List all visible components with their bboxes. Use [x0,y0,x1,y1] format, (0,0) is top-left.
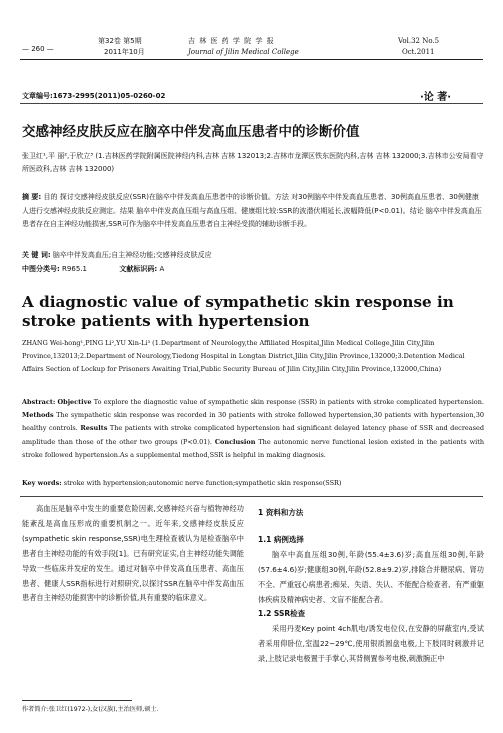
abstract-cn [22,191,484,232]
date-en: Oct.2011 [402,48,435,56]
footnote-rule [22,700,132,701]
abstract-en [22,396,484,462]
authors-cn: 张卫红¹,平 丽²,于欣立³ (1.吉林医药学院附属医院神经内科,吉林 吉林 132013;2.吉林市龙潭区铁东医院内科,吉林 吉林 132000;3.吉林市公安局看守所医政科,吉林 吉林 132000) [22,152,484,173]
keywords-cn-label: 关 键 词: [22,251,51,259]
authors-en: ZHANG Wei-hong¹,PING Li²,YU Xin-Li³ (1.Department of Neurology,the Affiliated Hospital,Jilin Medical College,Jilin City,Jilin Province,132013;2.Department of Neurology,Tiedong Hospital in Longtan District,Jilin City,Jilin Province,132000;3.Detention Medical Affairs Section of Lockup for Prisoners Awaiting Trial,Public Security Bureau of Jilin City,Jilin City,Jilin Province,132000,China) [22,339,465,373]
keywords-en-text: stroke with hypertension;autonomic nerve function;sympathetic skin response(SSR) [63,479,342,487]
paragraph-ssr-exam: 采用丹麦Key point 4ch肌电/诱发电位仪,在安静的屏蔽室内,受试者采用仰卧位,室温22~29℃,使用银质圆盘电极,上下肢同时刺激并记录,上肢记录电极置于手掌心,其背侧置参考电极,刺激腕正中 [258,624,484,664]
page-number: — 260 — [22,45,54,53]
classification [22,264,164,274]
body-right-column [258,502,484,667]
paragraph-case-selection: 脑卒中高血压组30例,年龄(55.4±3.6)岁;高血压组30例,年龄(57.6±4.6)岁;健康组30例,年龄(52.8±9.2)岁,排除合并糖尿病、肾功不全、严重冠心病患者;痴呆、失语、失认、不能配合检查者、有严重躯体疾病及精神病史者、文盲不能配合者。 [258,549,484,604]
methods-label: Methods [22,411,54,420]
article-number: 文章编号:1673-2995(2011)05-0260-02 [22,92,166,100]
subsection-case-selection: 1.1 病例选择 [258,534,304,544]
abstract-rule [20,496,483,497]
clc-label: 中图分类号: [22,265,60,273]
author-footnote: 作者简介:张卫红(1972-),女(汉族),主治医师,硕士. [22,706,159,713]
results-label: Results [80,424,108,433]
date-cn: 2011年10月 [104,48,145,56]
title-cn: 交感神经皮肤反应在脑卒中伴发高血压患者中的诊断价值 [22,124,360,140]
conclusion-text: The autonomic nerve functional lesion existed in the patients with stroke followed hypertension.As a supplemental method,SSR is helpful in making diagnosis. [22,437,485,459]
volume-issue-en: Vol.32 No.5 [398,37,440,45]
doc-code-label: 文献标识码: [119,265,158,273]
methods-text: The sympathetic skin response was recorded in 30 patients with stroke followed hypertension,30 patients with hypertension,30 healthy controls. [22,411,484,433]
keywords-en [22,479,484,488]
volume-issue-cn: 第32卷 第5期 [98,37,142,45]
body-left-column: 高血压是脑卒中发生的重要危险因素,交感神经兴奋与植物神经功能紊乱是高血压形成的重要机制之一。近年来,交感神经皮肤反应(sympathetic skin response,SSR)电生理检查被认为是检查脑卒中患者自主神经功能的有效手段[1]。已有研究证实,自主神经功能失调能导致一些临床并发症的发生。通过对脑卒中伴发高血压患者、高血压患者、健康人SSR指标进行对照研究,以探讨SSR在脑卒中伴发高血压患者自主神经功能损害中的诊断价值,具有重要的临床意义。 [22,504,244,603]
journal-name-cn: 吉 林 医 药 学 院 学 报 [188,37,275,45]
objective-text: To explore the diagnostic value of sympathetic skin response (SSR) in patients with stroke complicated hypertension. [93,398,484,406]
section-heading-materials-methods: 1 资料和方法 [258,508,304,517]
abstract-en-label: Abstract: [22,398,56,406]
abstract-cn-text: 目的 探讨交感神经皮肤反应(SSR)在脑卒中伴发高血压患者中的诊断价值。方法 对30例脑卒中伴发高血压患者、30例高血压患者、30例健康人进行交感神经皮肤反应测定。结果 脑卒中伴发高血压组与高血压组、健康组比较:SSR的波潜伏期延长,波幅降低(P<0.01)。结论 脑卒中伴发高血压患者存在自主神经功能损害,SSR可作为脑卒中伴发高血压患者自主神经受损的辅助诊断手段。 [22,193,482,228]
keywords-en-label: Key words: [22,479,62,487]
abstract-cn-label: 摘 要: [22,193,42,201]
keywords-cn [22,250,484,260]
doc-code-value: A [159,265,165,273]
title-en: A diagnostic value of sympathetic skin response in stroke patients with hypertension [22,293,454,330]
article-rule [20,103,483,104]
header-rule [20,59,483,60]
subsection-ssr-exam: 1.2 SSR检查 [258,609,306,619]
clc-value: R965.1 [62,265,87,273]
conclusion-label: Conclusion [214,437,256,446]
keywords-cn-text: 脑卒中伴发高血压;自主神经功能;交感神经皮肤反应 [52,251,212,259]
objective-label: Objective [57,398,92,406]
column-tag: ·论 著· [420,92,452,103]
results-text: The patients with stroke complicated hypertension had significant delayed latency phase of SSR and decreased amplitude than those of the other two groups (P<0.01). [22,424,484,446]
journal-name-en: Journal of Jilin Medical College [188,48,299,56]
